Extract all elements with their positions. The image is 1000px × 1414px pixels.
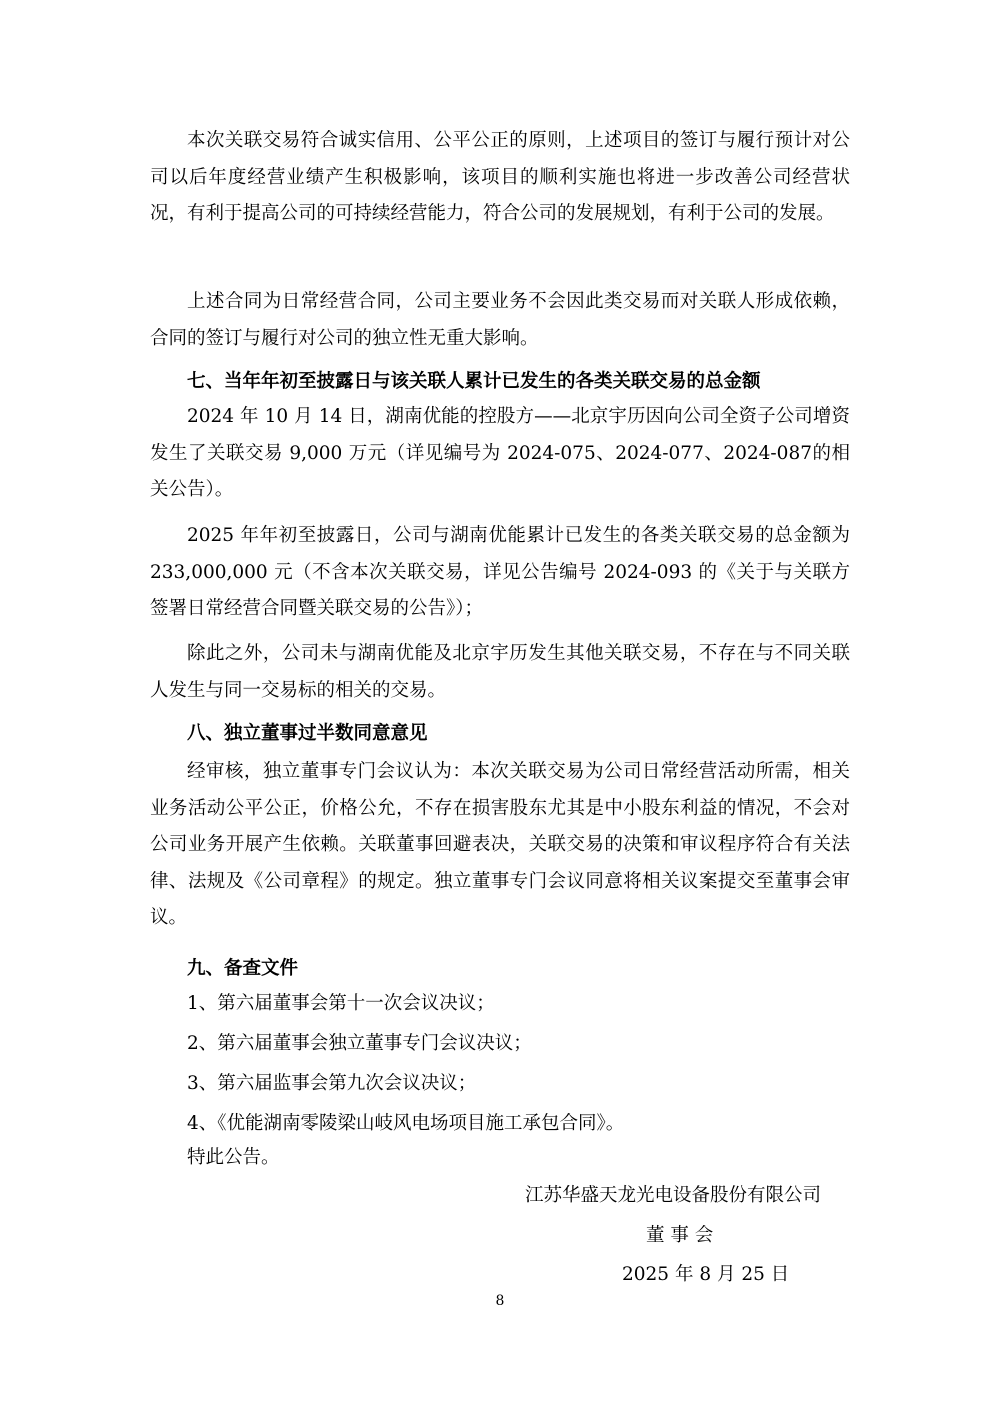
section-heading-8: 八、独立董事过半数同意意见 [187, 723, 428, 744]
paragraph-no-other-transactions: 除此之外，公司未与湖南优能及北京宇历发生其他关联交易，不存在与不同关联人发生与同一交易标的相关的交易。 [150, 643, 850, 701]
document-list-item: 3、第六届监事会第九次会议决议； [187, 1073, 477, 1094]
section-heading-9: 九、备查文件 [187, 958, 299, 979]
paragraph-2025-total: 2025 年年初至披露日，公司与湖南优能累计已发生的各类关联交易的总金额为 233,000,000 元（不含本次关联交易，详见公告编号 2024-093 的《关于与关联方签署日常经营合同暨关联交易的公告》）； [150, 525, 850, 619]
page-number: 8 [495, 1293, 505, 1309]
signature-board: 董 事 会 [646, 1225, 714, 1246]
closing-statement: 特此公告。 [187, 1147, 280, 1168]
document-list-item: 1、第六届董事会第十一次会议决议； [187, 993, 495, 1014]
paragraph-2024-transaction: 2024 年 10 月 14 日，湖南优能的控股方——北京宇历因向公司全资子公司增资发生了关联交易 9,000 万元（详见编号为 2024-075、2024-077、2024-087的相关公告）。 [150, 406, 850, 500]
paragraph-daily-contract: 上述合同为日常经营合同，公司主要业务不会因此类交易而对关联人形成依赖，合同的签订与履行对公司的独立性无重大影响。 [150, 291, 850, 349]
signature-date: 2025 年 8 月 25 日 [622, 1264, 790, 1285]
document-list-item: 2、第六届董事会独立董事专门会议决议； [187, 1033, 532, 1054]
section-heading-7: 七、当年年初至披露日与该关联人累计已发生的各类关联交易的总金额 [187, 371, 761, 392]
signature-company: 江苏华盛天龙光电设备股份有限公司 [525, 1185, 822, 1206]
paragraph-independent-directors-opinion: 经审核，独立董事专门会议认为：本次关联交易为公司日常经营活动所需，相关业务活动公平公正，价格公允，不存在损害股东尤其是中小股东利益的情况，不会对公司业务开展产生依赖。关联董事回避表决，关联交易的决策和审议程序符合有关法律、法规及《公司章程》的规定。独立董事专门会议同意将相关议案提交至董事会审议。 [150, 761, 850, 928]
paragraph-transaction-principle: 本次关联交易符合诚实信用、公平公正的原则，上述项目的签订与履行预计对公司以后年度经营业绩产生积极影响，该项目的顺利实施也将进一步改善公司经营状况，有利于提高公司的可持续经营能力，符合公司的发展规划，有利于公司的发展。 [150, 130, 850, 224]
document-list-item: 4、《优能湖南零陵梁山岐风电场项目施工承包合同》。 [187, 1113, 625, 1134]
